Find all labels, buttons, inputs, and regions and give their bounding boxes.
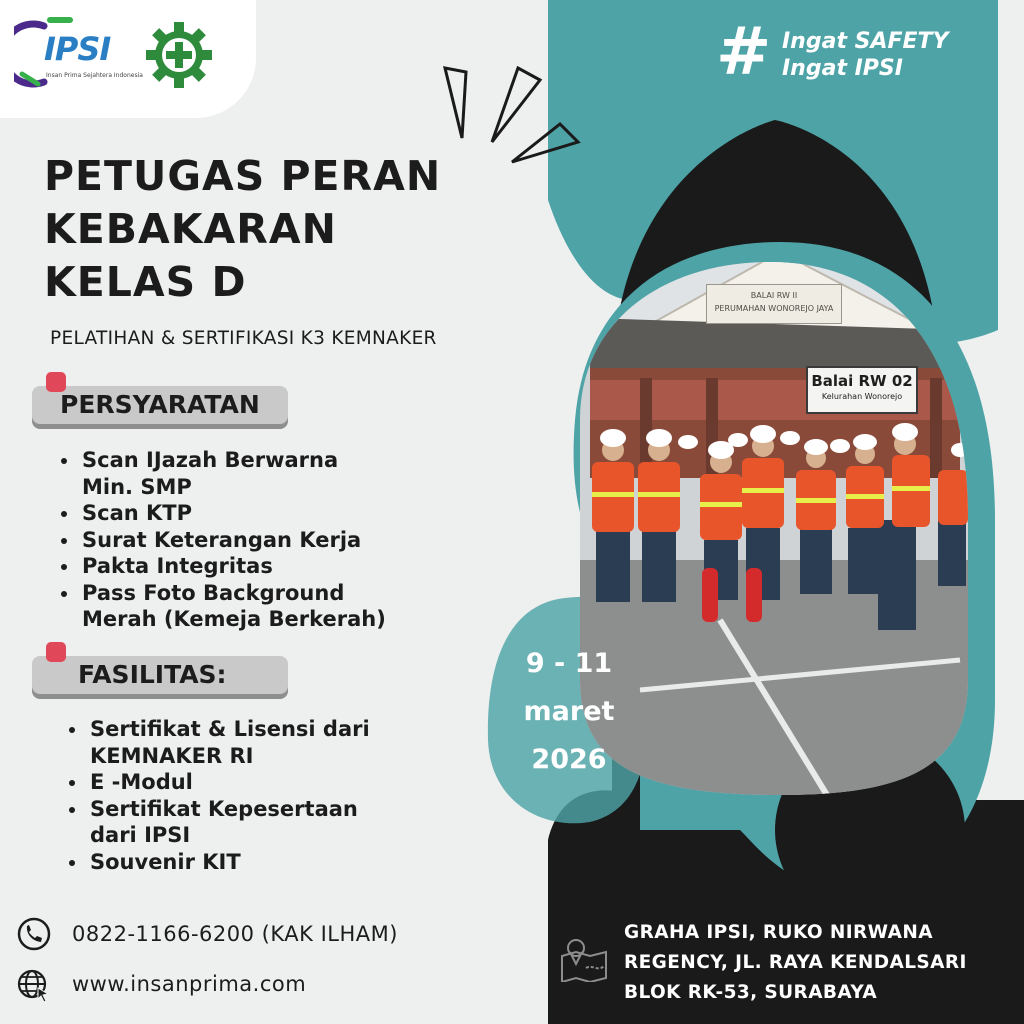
list-item: • Pakta Integritas: [80, 553, 460, 580]
phone-link[interactable]: 0822-1166-6200 (KAK ILHAM): [72, 922, 398, 946]
website-link[interactable]: www.insanprima.com: [72, 972, 307, 996]
extinguisher-1: [702, 568, 718, 622]
list-item: • Sertifikat & Lisensi dari KEMNAKER RI: [88, 716, 390, 769]
facilities-red-tab: [46, 642, 66, 662]
requirements-title: PERSYARATAN: [60, 390, 260, 419]
hashtag-icon: #: [716, 13, 772, 90]
page-subtitle: PELATIHAN & SERTIFIKASI K3 KEMNAKER: [50, 328, 437, 349]
address-line1: GRAHA IPSI, RUKO NIRWANA: [624, 922, 933, 943]
hashtag-line1: Ingat SAFETY: [782, 29, 949, 54]
list-item: • Scan KTP: [80, 500, 460, 527]
address-line3: BLOK RK-53, SURABAYA: [624, 982, 878, 1003]
date-line2: maret: [523, 696, 615, 727]
list-item: • Scan IJazah Berwarna Min. SMP: [80, 447, 372, 500]
headline-line1: PETUGAS PERAN: [44, 152, 442, 200]
page-title: [44, 150, 441, 309]
requirements-list: [56, 447, 460, 633]
balai-signboard: [806, 366, 918, 414]
gear-cross-icon: [144, 20, 214, 90]
headline-line3: KELAS D: [44, 258, 247, 306]
date-line3: 2026: [531, 744, 607, 775]
headline-line2: KEBAKARAN: [44, 205, 337, 253]
gable-sign-line1: BALAI RW II: [750, 291, 798, 300]
hashtag-line2: Ingat IPSI: [782, 56, 903, 81]
facilities-list: [64, 716, 428, 875]
list-item: • Sertifikat Kepesertaan dari IPSI: [88, 796, 380, 849]
address-line2: REGENCY, JL. RAYA KENDALSARI: [624, 952, 967, 973]
ipsi-logo-tagline: Insan Prima Sejahtera Indonesia: [46, 72, 143, 79]
ipsi-logo-text: IPSI: [44, 30, 111, 68]
facilities-title: FASILITAS:: [78, 660, 227, 689]
event-date: [494, 640, 644, 784]
extinguisher-2: [746, 568, 762, 622]
map-pin-icon: [558, 938, 610, 982]
balai-sign-sub: Kelurahan Wonorejo: [821, 392, 903, 401]
gable-sign-line2: PERUMAHAN WONOREJO JAYA: [714, 304, 834, 313]
list-item: • Pass Foto Background Merah (Kemeja Berkerah): [80, 580, 412, 633]
balai-sign-main: Balai RW 02: [811, 372, 913, 390]
date-line1: 9 - 11: [525, 648, 613, 679]
globe-icon: [16, 968, 52, 1004]
hashtag-text: [782, 28, 948, 82]
address: [624, 918, 967, 1008]
requirements-red-tab: [46, 372, 66, 392]
phone-icon: [16, 916, 52, 952]
gable-sign: [706, 284, 842, 324]
list-item: • Surat Keterangan Kerja: [80, 527, 460, 554]
list-item: • Souvenir KIT: [88, 849, 428, 876]
list-item: • E -Modul: [88, 769, 428, 796]
